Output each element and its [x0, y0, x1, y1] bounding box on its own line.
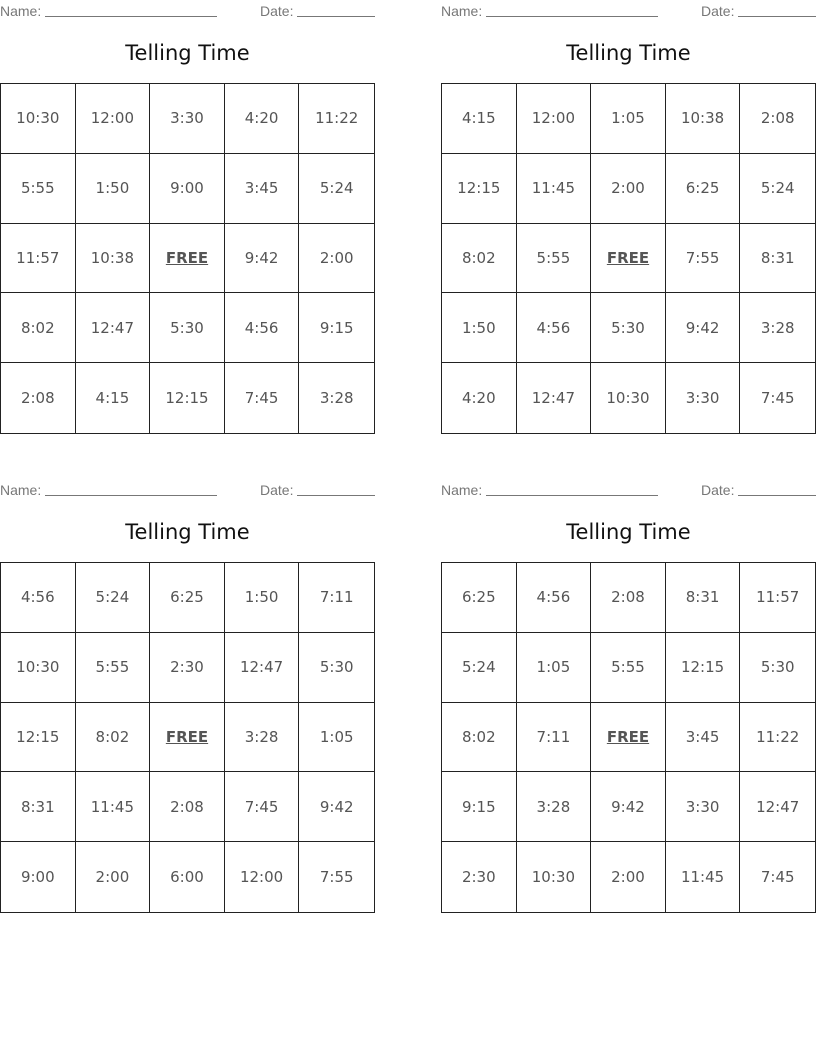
- bingo-cell: 10:38: [666, 84, 741, 154]
- name-blank: [486, 495, 658, 496]
- bingo-cell: 10:30: [591, 363, 666, 433]
- bingo-grid: [441, 562, 816, 913]
- bingo-cell: 12:47: [740, 772, 815, 842]
- bingo-card: [0, 0, 375, 436]
- bingo-cell: 12:00: [225, 842, 300, 912]
- bingo-cell: 6:25: [150, 563, 225, 633]
- bingo-cell: 10:30: [517, 842, 592, 912]
- name-blank: [45, 495, 217, 496]
- bingo-grid: [0, 562, 375, 913]
- bingo-cell: 2:08: [591, 563, 666, 633]
- bingo-cell: 6:00: [150, 842, 225, 912]
- bingo-cell: 11:45: [76, 772, 151, 842]
- bingo-cell: 3:28: [740, 293, 815, 363]
- bingo-cell: 8:31: [1, 772, 76, 842]
- bingo-cell: 4:20: [442, 363, 517, 433]
- bingo-cell: 7:11: [517, 703, 592, 773]
- date-label: Date:: [260, 482, 294, 498]
- date-label: Date:: [701, 482, 735, 498]
- bingo-cell: 8:02: [1, 293, 76, 363]
- bingo-cell: 10:38: [76, 224, 151, 294]
- free-space: FREE: [591, 224, 666, 294]
- bingo-cell: 3:45: [225, 154, 300, 224]
- bingo-cell: 1:05: [299, 703, 374, 773]
- bingo-cell: 9:00: [1, 842, 76, 912]
- bingo-cell: 8:02: [442, 703, 517, 773]
- bingo-cell: 11:22: [299, 84, 374, 154]
- bingo-cell: 7:55: [666, 224, 741, 294]
- bingo-cell: 4:56: [517, 563, 592, 633]
- name-date-row: [0, 482, 375, 498]
- free-space: FREE: [150, 224, 225, 294]
- bingo-cell: 4:56: [225, 293, 300, 363]
- bingo-cell: 5:24: [76, 563, 151, 633]
- bingo-cell: 9:42: [666, 293, 741, 363]
- bingo-card: [441, 479, 816, 915]
- bingo-cell: 3:45: [666, 703, 741, 773]
- name-blank: [486, 16, 658, 17]
- bingo-cell: 2:08: [1, 363, 76, 433]
- bingo-cell: 5:24: [442, 633, 517, 703]
- bingo-cell: 10:30: [1, 633, 76, 703]
- bingo-cell: 7:11: [299, 563, 374, 633]
- bingo-cell: 8:31: [666, 563, 741, 633]
- bingo-cell: 12:15: [666, 633, 741, 703]
- bingo-cell: 2:30: [442, 842, 517, 912]
- bingo-cell: 5:55: [517, 224, 592, 294]
- bingo-cell: 7:45: [760, 389, 795, 408]
- bingo-cell: 2:00: [299, 224, 374, 294]
- bingo-cell: 9:15: [442, 772, 517, 842]
- bingo-cell: 1:50: [225, 563, 300, 633]
- bingo-cell: 2:30: [150, 633, 225, 703]
- name-label: Name:: [0, 3, 42, 19]
- bingo-cell: 2:08: [740, 84, 815, 154]
- bingo-card: [441, 0, 816, 436]
- bingo-cell: 12:00: [517, 84, 592, 154]
- name-label: Name:: [0, 482, 42, 498]
- bingo-cell: 3:28: [319, 389, 354, 408]
- bingo-cell: 4:56: [517, 293, 592, 363]
- bingo-cell: 12:15: [1, 703, 76, 773]
- date-blank: [297, 16, 375, 17]
- name-label: Name:: [441, 3, 483, 19]
- bingo-cell: 2:00: [76, 842, 151, 912]
- bingo-cell: 1:05: [517, 633, 592, 703]
- bingo-cell: 12:47: [225, 633, 300, 703]
- bingo-grid: [0, 83, 375, 434]
- bingo-cell: 5:55: [1, 154, 76, 224]
- bingo-cell: 3:28: [225, 703, 300, 773]
- free-space: FREE: [591, 703, 666, 773]
- free-space: FREE: [150, 703, 225, 773]
- bingo-cell: 4:15: [76, 363, 151, 433]
- bingo-grid: [441, 83, 816, 434]
- bingo-cell: 5:55: [76, 633, 151, 703]
- bingo-cell: 3:28: [517, 772, 592, 842]
- date-label: Date:: [260, 3, 294, 19]
- bingo-cell: 12:15: [442, 154, 517, 224]
- bingo-cell: 1:05: [591, 84, 666, 154]
- bingo-cell: 2:08: [150, 772, 225, 842]
- bingo-cell: 12:47: [76, 293, 151, 363]
- bingo-cell: 5:24: [740, 154, 815, 224]
- bingo-cell: 9:42: [299, 772, 374, 842]
- bingo-cell: 9:15: [299, 293, 374, 363]
- date-blank: [297, 495, 375, 496]
- bingo-cell: 6:25: [442, 563, 517, 633]
- bingo-cell: 5:30: [299, 633, 374, 703]
- bingo-cell: 7:45: [225, 363, 300, 433]
- card-title: Telling Time: [566, 41, 691, 65]
- bingo-cell: 8:02: [442, 224, 517, 294]
- bingo-cell: 4:20: [225, 84, 300, 154]
- card-title: Telling Time: [566, 520, 691, 544]
- name-date-row: [0, 3, 375, 19]
- name-label: Name:: [441, 482, 483, 498]
- card-title: Telling Time: [125, 41, 250, 65]
- date-blank: [738, 495, 816, 496]
- bingo-cell: 8:31: [740, 224, 815, 294]
- bingo-card: [0, 479, 375, 915]
- bingo-cell: 1:50: [442, 293, 517, 363]
- name-date-row: [441, 3, 816, 19]
- bingo-cell: 5:30: [740, 633, 815, 703]
- bingo-cell: 12:00: [76, 84, 151, 154]
- bingo-cell: 1:50: [76, 154, 151, 224]
- bingo-cell: 11:22: [740, 703, 815, 773]
- name-date-row: [441, 482, 816, 498]
- bingo-cell: 12:47: [517, 363, 592, 433]
- bingo-cell: 5:55: [591, 633, 666, 703]
- bingo-cell: 11:57: [740, 563, 815, 633]
- bingo-cell: 3:30: [666, 772, 741, 842]
- bingo-cell: 2:00: [591, 154, 666, 224]
- bingo-cell: 9:42: [225, 224, 300, 294]
- bingo-cell: 8:02: [76, 703, 151, 773]
- bingo-cell: 3:30: [666, 363, 741, 433]
- bingo-cell: 4:56: [1, 563, 76, 633]
- date-label: Date:: [701, 3, 735, 19]
- bingo-cell: 11:57: [1, 224, 76, 294]
- bingo-cell: 9:00: [150, 154, 225, 224]
- bingo-cell: 6:25: [666, 154, 741, 224]
- bingo-cell: 2:00: [591, 842, 666, 912]
- bingo-cell: 9:42: [591, 772, 666, 842]
- card-title: Telling Time: [125, 520, 250, 544]
- bingo-cell: 5:24: [299, 154, 374, 224]
- bingo-cell: 12:15: [150, 363, 225, 433]
- bingo-cell: 11:45: [666, 842, 741, 912]
- bingo-cell: 7:45: [225, 772, 300, 842]
- date-blank: [738, 16, 816, 17]
- bingo-cell: 3:30: [150, 84, 225, 154]
- name-blank: [45, 16, 217, 17]
- bingo-cell: 4:15: [442, 84, 517, 154]
- bingo-cell: 5:30: [150, 293, 225, 363]
- bingo-cell: 7:55: [319, 868, 354, 887]
- bingo-cell: 7:45: [760, 868, 795, 887]
- bingo-cell: 5:30: [591, 293, 666, 363]
- bingo-cell: 10:30: [1, 84, 76, 154]
- bingo-cell: 11:45: [517, 154, 592, 224]
